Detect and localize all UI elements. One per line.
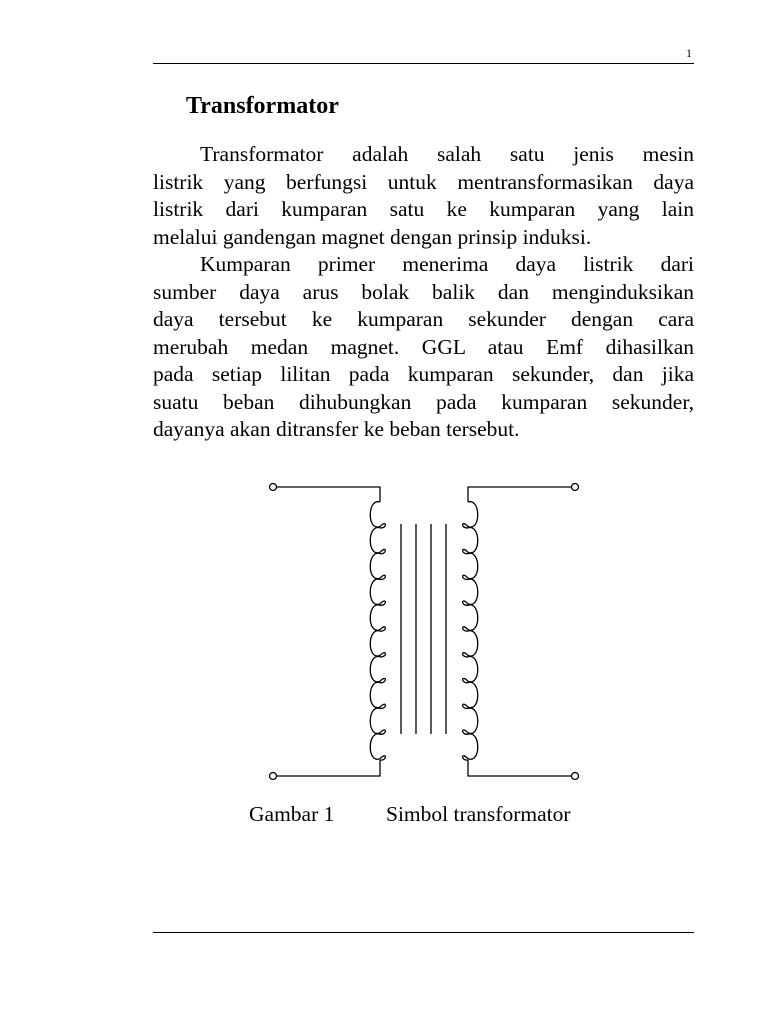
secondary-top-lead bbox=[468, 487, 572, 502]
figure-caption-label: Gambar 1 bbox=[249, 802, 335, 826]
paragraph-line: melalui gandengan magnet dengan prinsip induksi. bbox=[153, 224, 592, 249]
paragraph-line: pada setiap lilitan pada kumparan sekunder, dan jika bbox=[153, 362, 694, 386]
primary-top-lead bbox=[277, 487, 381, 502]
transformer-wires bbox=[270, 484, 579, 780]
paragraph-line: daya tersebut ke kumparan sekunder dengan cara bbox=[153, 307, 694, 331]
paragraph-line: Kumparan primer menerima daya listrik dari bbox=[200, 252, 694, 276]
paragraph-1 bbox=[153, 141, 694, 251]
transformer-coils bbox=[370, 502, 478, 760]
paragraph-line: merubah medan magnet. GGL atau Emf dihasilkan bbox=[153, 334, 694, 359]
header-rule bbox=[153, 63, 694, 64]
paragraph-line: dayanya akan ditransfer ke beban tersebut. bbox=[153, 417, 520, 441]
secondary-top-terminal bbox=[572, 484, 579, 491]
transformer-symbol bbox=[262, 476, 588, 792]
transformer-figure bbox=[262, 476, 588, 792]
secondary-bottom-lead bbox=[468, 760, 572, 776]
primary-top-terminal bbox=[270, 484, 277, 491]
body-text bbox=[153, 141, 694, 444]
figure-caption-text: Simbol transformator bbox=[386, 802, 571, 826]
paragraph-2 bbox=[153, 251, 694, 444]
paragraph-line: sumber daya arus bolak balik dan menginduksikan bbox=[153, 279, 694, 304]
footer-rule bbox=[153, 932, 694, 933]
paragraph-line: suatu beban dihubungkan pada kumparan sekunder, bbox=[153, 389, 694, 414]
primary-bottom-terminal bbox=[270, 773, 277, 780]
primary-bottom-lead bbox=[277, 760, 381, 776]
paragraph-line: listrik yang berfungsi untuk mentransformasikan daya bbox=[153, 169, 694, 194]
page-title: Transformator bbox=[186, 93, 339, 119]
secondary-bottom-terminal bbox=[572, 773, 579, 780]
transformer-core bbox=[401, 524, 446, 734]
secondary-coil bbox=[463, 502, 478, 760]
paragraph-line: listrik dari kumparan satu ke kumparan yang lain bbox=[153, 197, 694, 221]
paragraph-line: Transformator adalah salah satu jenis mesin bbox=[200, 142, 694, 166]
primary-coil bbox=[370, 502, 385, 760]
page-number: 1 bbox=[686, 46, 692, 60]
